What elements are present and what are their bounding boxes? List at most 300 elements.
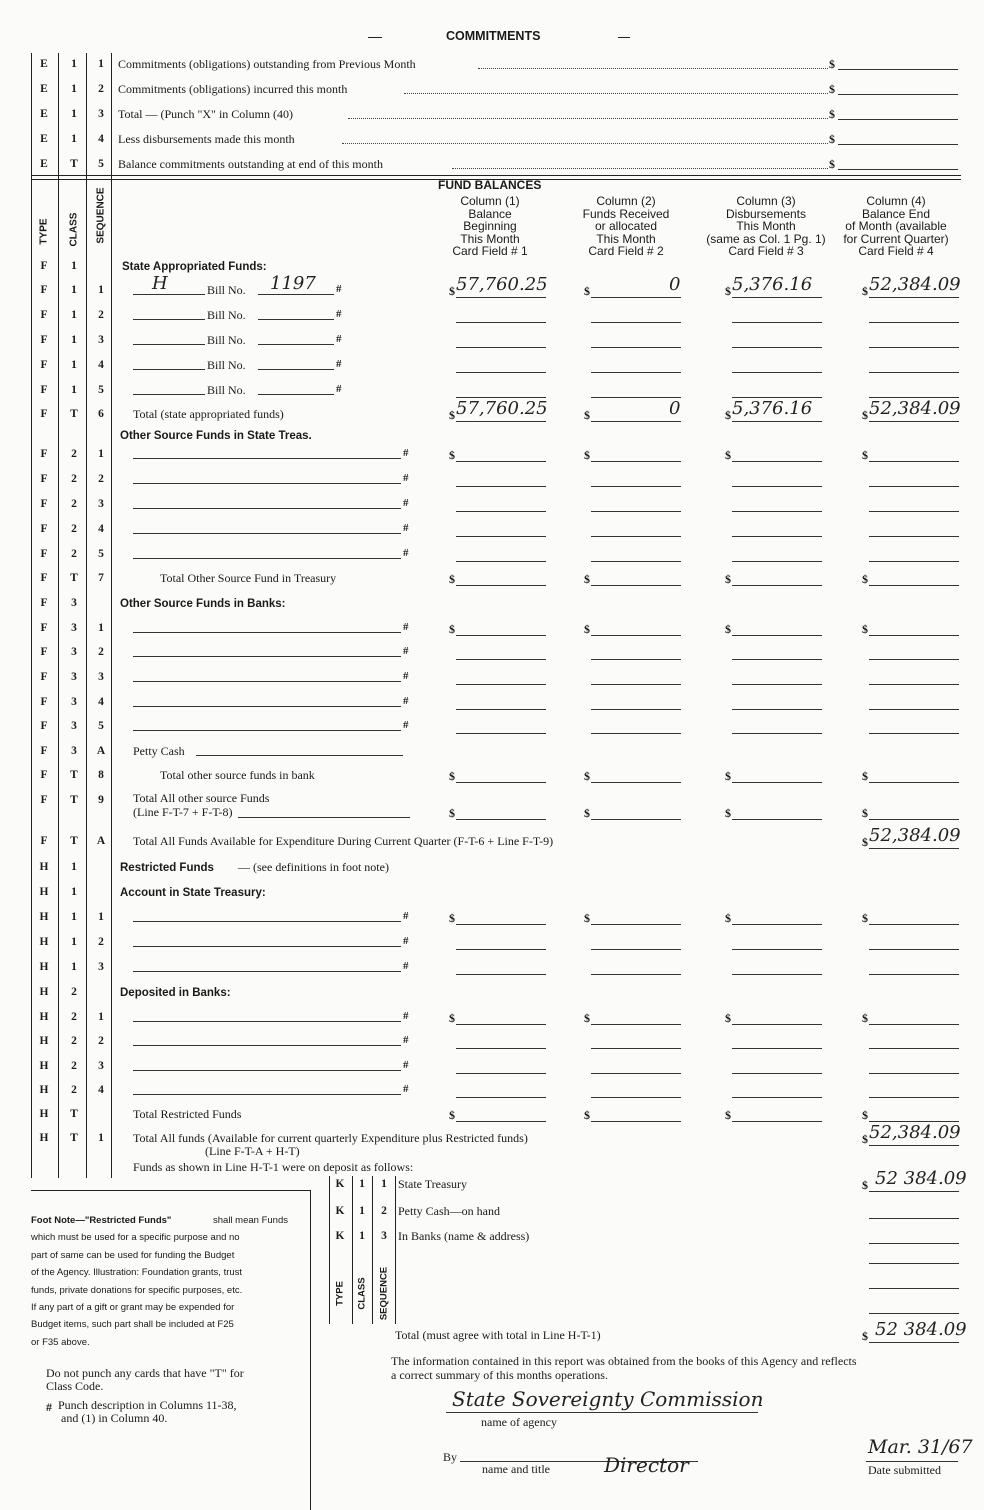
- total-all-funds-label: Total All Funds Available for Expenditure During Current Quarter (F-T-6 + Line F-T-9): [133, 834, 554, 848]
- column-header-c1-line: Card Field # 1: [452, 244, 528, 259]
- total-label: Total Restricted Funds: [133, 1107, 242, 1121]
- commitment-leader: [452, 168, 828, 169]
- footnote-line: If any part of a gift or grant may be expended for: [31, 1302, 235, 1313]
- column-header-c4-line: of Month (available: [845, 219, 947, 234]
- punch-mark: #: [403, 1010, 409, 1022]
- amount-dollar-sign: $: [862, 1011, 868, 1025]
- punch-mark: #: [403, 497, 409, 509]
- amount-field-col4: [869, 819, 959, 820]
- amount-dollar-sign: $: [449, 806, 455, 820]
- amount-field-col4: [869, 1073, 959, 1074]
- title-dash-right: [618, 37, 630, 38]
- fund-balances-title: FUND BALANCES: [438, 178, 542, 192]
- punch-mark: #: [336, 358, 342, 370]
- footnote-line: part of same can be used for funding the Budget: [31, 1249, 235, 1261]
- header-sequence-vertical: SEQUENCE: [95, 187, 107, 244]
- commitment-amount-field: [838, 119, 958, 120]
- row-sequence-code: 2: [98, 309, 104, 321]
- amount-field-col3: [732, 297, 822, 298]
- commitment-amount-field: [838, 144, 958, 145]
- amount-dollar-sign: $: [584, 769, 590, 783]
- amount-field-col2: [591, 536, 681, 537]
- bill-no-label: Bill No.: [207, 333, 246, 347]
- row-class-code: 3: [71, 646, 77, 658]
- row-sequence-code: 4: [98, 359, 104, 371]
- amount-field-col1: [456, 1097, 546, 1098]
- row-class-code: 1: [71, 861, 77, 873]
- row-class-code: 1: [71, 886, 77, 898]
- note-no-punch: Class Code.: [46, 1379, 104, 1393]
- amount-field-col2: [591, 782, 681, 783]
- amount-field-col4: [869, 1024, 959, 1025]
- row-sequence-code: 4: [98, 1084, 104, 1096]
- row-class-code: 3: [71, 696, 77, 708]
- row-type-code: F: [40, 473, 48, 485]
- deposit-header-type: TYPE: [334, 1281, 346, 1306]
- amount-field-col4: [869, 347, 959, 348]
- amount-field-col1: [456, 511, 546, 512]
- amount-field-col3: [732, 461, 822, 462]
- commitment-seq-code: 5: [98, 158, 104, 170]
- punch-mark: #: [403, 1034, 409, 1046]
- amount-field-col1: [456, 461, 546, 462]
- punch-mark: #: [403, 695, 409, 707]
- amount-field-col3: [732, 1121, 822, 1122]
- row-type-code: F: [40, 646, 48, 658]
- row-sequence-code: 9: [98, 794, 104, 806]
- row-type-code: H: [39, 1084, 49, 1096]
- row-type-code: H: [39, 1132, 49, 1144]
- deposit-seq-code: 2: [381, 1205, 387, 1217]
- row-class-code: 3: [71, 745, 77, 757]
- amount-field-col4: [869, 421, 959, 422]
- commitment-type-code: E: [40, 108, 48, 120]
- column-header-c2-line: Card Field # 2: [588, 244, 664, 259]
- column-header-c2-line: This Month: [596, 231, 656, 246]
- row-class-code: 2: [71, 448, 77, 460]
- deposit-extra-field: [869, 1313, 959, 1314]
- total-label: Total (state appropriated funds): [133, 407, 284, 421]
- amount-dollar-sign: $: [862, 408, 868, 422]
- amount-field-col3: [732, 949, 822, 950]
- row-class-code: 2: [71, 1084, 77, 1096]
- amount-field-col4: [869, 684, 959, 685]
- amount-handwritten-col1: 57,760.25: [456, 398, 548, 419]
- row-class-code: 3: [71, 622, 77, 634]
- amount-dollar-sign: $: [584, 911, 590, 925]
- title-label: name and title: [482, 1462, 550, 1476]
- amount-field-col2: [591, 974, 681, 975]
- amount-field-col2: [591, 1073, 681, 1074]
- amount-dollar-sign: $: [862, 448, 868, 462]
- punch-mark: #: [403, 960, 409, 972]
- amount-field-col1: [456, 536, 546, 537]
- description-line: [133, 632, 401, 633]
- row-sequence-code: 1: [98, 1011, 104, 1023]
- amount-handwritten-col1: 57,760.25: [456, 274, 548, 295]
- row-sequence-code: 2: [98, 936, 104, 948]
- commitment-leader: [342, 143, 828, 144]
- commitment-seq-code: 4: [98, 133, 104, 145]
- deposit-total-label: Total (must agree with total in Line H-T-1): [395, 1328, 601, 1342]
- row-class-code: 1: [71, 936, 77, 948]
- row-type-code: H: [39, 911, 49, 923]
- deposit-type-code: K: [335, 1178, 345, 1190]
- amount-field-col2: [591, 1121, 681, 1122]
- amount-field-col1: [456, 347, 546, 348]
- column-header-c4-line: for Current Quarter): [843, 231, 949, 246]
- deposit-class-code: 1: [359, 1205, 365, 1217]
- column-header-c3-line: Card Field # 3: [728, 244, 804, 259]
- total-label: Total Other Source Fund in Treasury: [160, 571, 337, 585]
- amount-dollar-sign: $: [449, 448, 455, 462]
- row-type-code: F: [40, 448, 48, 460]
- column-header-c1-line: Column (1): [460, 194, 520, 208]
- row-class-code: 3: [71, 671, 77, 683]
- amount-field-col3: [732, 819, 822, 820]
- row-type-code: H: [39, 886, 49, 898]
- row-type-code: H: [39, 1011, 49, 1023]
- amount-dollar-sign: $: [862, 284, 868, 298]
- amount-dollar-sign: $: [584, 572, 590, 586]
- commitment-type-code: E: [40, 158, 48, 170]
- deposit-extra-field: [869, 1288, 959, 1289]
- amount-field-col1: [456, 949, 546, 950]
- column-header-c3-line: This Month: [736, 219, 796, 234]
- amount-field-col1: [456, 684, 546, 685]
- amount-field-col2: [591, 561, 681, 562]
- amount-field-col2: [591, 397, 681, 398]
- row-class-code: T: [70, 408, 78, 420]
- amount-field-col4: [869, 1048, 959, 1049]
- amount-dollar-sign: $: [449, 911, 455, 925]
- amount-field-col4: [869, 322, 959, 323]
- row-class-code: T: [70, 769, 78, 781]
- total-underline: [238, 817, 410, 818]
- deposit-header-sequence: SEQUENCE: [378, 1266, 390, 1321]
- amount-field-col2: [591, 585, 681, 586]
- deposit-amount-handwritten: 52 384.09: [875, 1168, 967, 1189]
- section-heading: Other Source Funds in Banks:: [120, 598, 286, 610]
- punch-mark: #: [403, 522, 409, 534]
- column-header-c2-line: Funds Received: [582, 206, 670, 221]
- bill-number-field: [258, 369, 334, 370]
- column-divider-3: [111, 53, 112, 1178]
- row-sequence-code: 3: [98, 334, 104, 346]
- row-class-code: 3: [71, 720, 77, 732]
- commitment-label-1: Commitments (obligations) outstanding from Previous Month: [118, 57, 416, 71]
- amount-field-col3: [732, 924, 822, 925]
- amount-field-col4: [869, 782, 959, 783]
- punch-mark: #: [403, 547, 409, 559]
- amount-field-col2: [591, 949, 681, 950]
- by-label: By: [443, 1450, 458, 1464]
- column-header-c3-line: Disbursements: [725, 206, 807, 221]
- row-type-code: F: [40, 309, 48, 321]
- commitment-label-4: Less disbursements made this month: [118, 132, 295, 146]
- row-class-code: 2: [71, 548, 77, 560]
- amount-dollar-sign: $: [862, 1132, 868, 1146]
- row-type-code: H: [39, 986, 49, 998]
- amount-field-col4: [869, 709, 959, 710]
- commitment-dollar-sign: $: [829, 82, 835, 96]
- row-class-code: 2: [71, 473, 77, 485]
- amount-field-col2: [591, 372, 681, 373]
- description-line: [133, 1094, 401, 1095]
- row-class-code: T: [70, 572, 78, 584]
- footnote-line: funds, private donations for specific purposes, etc.: [31, 1284, 243, 1296]
- row-class-code: 1: [71, 284, 77, 296]
- row-type-code: F: [40, 794, 48, 806]
- page-title: COMMITMENTS: [446, 29, 541, 43]
- amount-dollar-sign: $: [449, 1108, 455, 1122]
- row-type-code: F: [40, 384, 48, 396]
- punch-mark: #: [403, 1059, 409, 1071]
- row-sequence-code: 5: [98, 720, 104, 732]
- amount-dollar-sign: $: [584, 1108, 590, 1122]
- amount-field-col1: [456, 372, 546, 373]
- footnote-box-top: [31, 1190, 310, 1191]
- amount-field-col2: [591, 635, 681, 636]
- row-sequence-code: 5: [98, 548, 104, 560]
- footnote-line: which must be used for a specific purpose and no: [31, 1232, 240, 1244]
- description-line: [133, 681, 401, 682]
- deposit-class-code: 1: [359, 1230, 365, 1242]
- amount-field-col3: [732, 347, 822, 348]
- column-header-c1-line: Balance: [468, 206, 512, 221]
- amount-dollar-sign: $: [725, 572, 731, 586]
- description-line: [133, 533, 401, 534]
- amount-dollar-sign: $: [725, 622, 731, 636]
- amount-dollar-sign: $: [862, 769, 868, 783]
- amount-field-col3: [732, 974, 822, 975]
- commitment-label-5: Balance commitments outstanding at end of this month: [118, 157, 383, 171]
- agency-label: name of agency: [481, 1415, 557, 1429]
- description-line: [133, 921, 401, 922]
- row-type-code: H: [39, 1035, 49, 1047]
- row-class-code: T: [70, 794, 78, 806]
- row-type-code: F: [40, 835, 48, 847]
- amount-dollar-sign: $: [862, 622, 868, 636]
- column-header-c4-line: Balance End: [861, 206, 931, 221]
- commitment-dollar-sign: $: [829, 107, 835, 121]
- amount-field-col4: [869, 1145, 959, 1146]
- amount-dollar-sign: $: [725, 769, 731, 783]
- commitment-label-2: Commitments (obligations) incurred this month: [118, 82, 348, 96]
- row-sequence-code: 3: [98, 961, 104, 973]
- footnote-line: of the Agency. Illustration: Foundation grants, trust: [31, 1267, 243, 1279]
- bill-number-field: [258, 344, 334, 345]
- deposit-total-dollar-sign: $: [862, 1329, 868, 1343]
- amount-field-col2: [591, 733, 681, 734]
- punch-mark: #: [403, 719, 409, 731]
- commitment-amount-field: [838, 69, 958, 70]
- commitment-type-code: E: [40, 58, 48, 70]
- amount-field-col1: [456, 659, 546, 660]
- amount-field-col2: [591, 1024, 681, 1025]
- agency-signature-line: [446, 1412, 758, 1413]
- amount-field-col2: [591, 486, 681, 487]
- punch-mark: #: [403, 910, 409, 922]
- column-divider-2: [86, 53, 87, 1178]
- amount-field-col2: [591, 297, 681, 298]
- commitment-type-code: E: [40, 83, 48, 95]
- amount-dollar-sign: $: [725, 1108, 731, 1122]
- bill-prefix-field: [133, 394, 205, 395]
- row-sequence-code: 2: [98, 473, 104, 485]
- row-sequence-code: 1: [98, 622, 104, 634]
- commitment-seq-code: 2: [98, 83, 104, 95]
- amount-field-col2: [591, 924, 681, 925]
- amount-field-col3: [732, 322, 822, 323]
- bill-no-label: Bill No.: [207, 308, 246, 322]
- punch-mark: #: [336, 333, 342, 345]
- commitment-amount-field: [838, 169, 958, 170]
- row-type-code: F: [40, 572, 48, 584]
- total-all-funds-label: Total All funds (Available for current quarterly Expenditure plus Restricted funds): [133, 1131, 528, 1145]
- amount-handwritten-col2: 0: [669, 398, 681, 419]
- row-sequence-code: A: [96, 835, 106, 847]
- bill-number-field: [258, 294, 334, 295]
- total-all-funds-formula: (Line F-T-A + H-T): [205, 1144, 300, 1158]
- row-sequence-code: 2: [98, 1035, 104, 1047]
- amount-field-col1: [456, 1073, 546, 1074]
- amount-field-col1: [456, 1121, 546, 1122]
- deposit-extra-field: [869, 1263, 959, 1264]
- deposit-seq-code: 3: [381, 1230, 387, 1242]
- column-header-c4-line: Column (4): [866, 194, 926, 208]
- row-class-code: 2: [71, 498, 77, 510]
- punch-mark: #: [403, 472, 409, 484]
- deposit-column-divider-1: [352, 1176, 353, 1324]
- row-class-code: 1: [71, 334, 77, 346]
- amount-field-col1: [456, 1048, 546, 1049]
- commitment-leader: [478, 68, 828, 69]
- commitment-class-code: 1: [71, 108, 77, 120]
- amount-dollar-sign: $: [584, 806, 590, 820]
- amount-field-col3: [732, 659, 822, 660]
- footnote-line: Budget items, such part shall be included at F25: [31, 1319, 234, 1331]
- commitment-class-code: 1: [71, 83, 77, 95]
- row-type-code: F: [40, 622, 48, 634]
- section-heading: Deposited in Banks:: [120, 987, 231, 999]
- amount-field-col3: [732, 1048, 822, 1049]
- commitment-label-3: Total — (Punch "X" in Column (40): [118, 107, 293, 121]
- amount-field-col2: [591, 684, 681, 685]
- row-sequence-code: 2: [98, 646, 104, 658]
- row-class-code: 1: [71, 961, 77, 973]
- deposit-amount-field: [869, 1218, 959, 1219]
- row-class-code: T: [70, 1132, 78, 1144]
- row-class-code: 2: [71, 1011, 77, 1023]
- description-line: [133, 558, 401, 559]
- amount-field-col4: [869, 635, 959, 636]
- column-header-c1-line: Beginning: [463, 219, 517, 234]
- amount-field-col4: [869, 536, 959, 537]
- amount-field-col3: [732, 1097, 822, 1098]
- punch-mark: #: [336, 383, 342, 395]
- amount-field-col4: [869, 974, 959, 975]
- amount-handwritten-col2: 0: [669, 274, 681, 295]
- column-header-c2-line: or allocated: [594, 219, 658, 234]
- bill-prefix-field: [133, 344, 205, 345]
- bill-prefix-field: [133, 319, 205, 320]
- amount-field-col4: [869, 924, 959, 925]
- deposit-total-field: [869, 1342, 959, 1343]
- row-class-code: T: [70, 835, 78, 847]
- row-sequence-code: 6: [98, 408, 104, 420]
- certification-text: a correct summary of this months operations.: [391, 1368, 608, 1382]
- row-type-code: H: [39, 1108, 49, 1120]
- amount-dollar-sign: $: [725, 1011, 731, 1025]
- date-handwritten: Mar. 31/67: [868, 1436, 973, 1458]
- amount-field-col3: [732, 372, 822, 373]
- row-class-code: 1: [71, 359, 77, 371]
- amount-field-col2: [591, 347, 681, 348]
- description-line: [133, 458, 401, 459]
- commitment-seq-code: 3: [98, 108, 104, 120]
- amount-field-col4: [869, 733, 959, 734]
- row-type-code: F: [40, 720, 48, 732]
- amount-field-col4: [869, 659, 959, 660]
- row-sequence-code: 1: [98, 448, 104, 460]
- row-type-code: F: [40, 408, 48, 420]
- header-class-vertical: CLASS: [68, 212, 80, 247]
- amount-field-col3: [732, 684, 822, 685]
- amount-dollar-sign: $: [584, 448, 590, 462]
- row-type-code: F: [40, 769, 48, 781]
- amount-field-col1: [456, 297, 546, 298]
- row-class-code: 3: [71, 597, 77, 609]
- commitment-class-code: 1: [71, 58, 77, 70]
- row-class-code: 2: [71, 986, 77, 998]
- amount-field-col4: [869, 486, 959, 487]
- column-header-c3-line: (same as Col. 1 Pg. 1): [706, 231, 826, 246]
- deposit-column-divider-3: [395, 1176, 396, 1324]
- amount-field-col3: [732, 536, 822, 537]
- amount-field-col1: [456, 1024, 546, 1025]
- row-type-code: F: [40, 523, 48, 535]
- row-type-code: F: [40, 745, 48, 757]
- amount-field-col3: [732, 709, 822, 710]
- amount-dollar-sign: $: [449, 769, 455, 783]
- amount-handwritten-col4: 52,384.09: [869, 274, 961, 295]
- amount-dollar-sign: $: [725, 806, 731, 820]
- bill-no-label: Bill No.: [207, 383, 246, 397]
- deposit-header-class: CLASS: [356, 1277, 368, 1310]
- row-type-code: H: [39, 961, 49, 973]
- amount-field-col2: [591, 819, 681, 820]
- amount-handwritten-col4: 52,384.09: [869, 398, 961, 419]
- column-header-c3-line: Column (3): [736, 194, 796, 208]
- note-punch-description: Punch description in Columns 11-38,: [58, 1398, 237, 1412]
- note-punch-mark: #: [46, 1400, 52, 1414]
- row-sequence-code: 3: [98, 498, 104, 510]
- row-sequence-code: A: [96, 745, 106, 757]
- row-type-code: H: [39, 936, 49, 948]
- amount-field-col1: [456, 635, 546, 636]
- description-line: [133, 971, 401, 972]
- description-line: [133, 1045, 401, 1046]
- punch-mark: #: [403, 670, 409, 682]
- deposit-label: State Treasury: [398, 1177, 467, 1191]
- amount-dollar-sign: $: [725, 284, 731, 298]
- description-line: [133, 483, 401, 484]
- amount-field-col1: [456, 974, 546, 975]
- row-class-code: 1: [71, 384, 77, 396]
- date-line: [866, 1461, 958, 1462]
- commitment-leader: [404, 93, 828, 94]
